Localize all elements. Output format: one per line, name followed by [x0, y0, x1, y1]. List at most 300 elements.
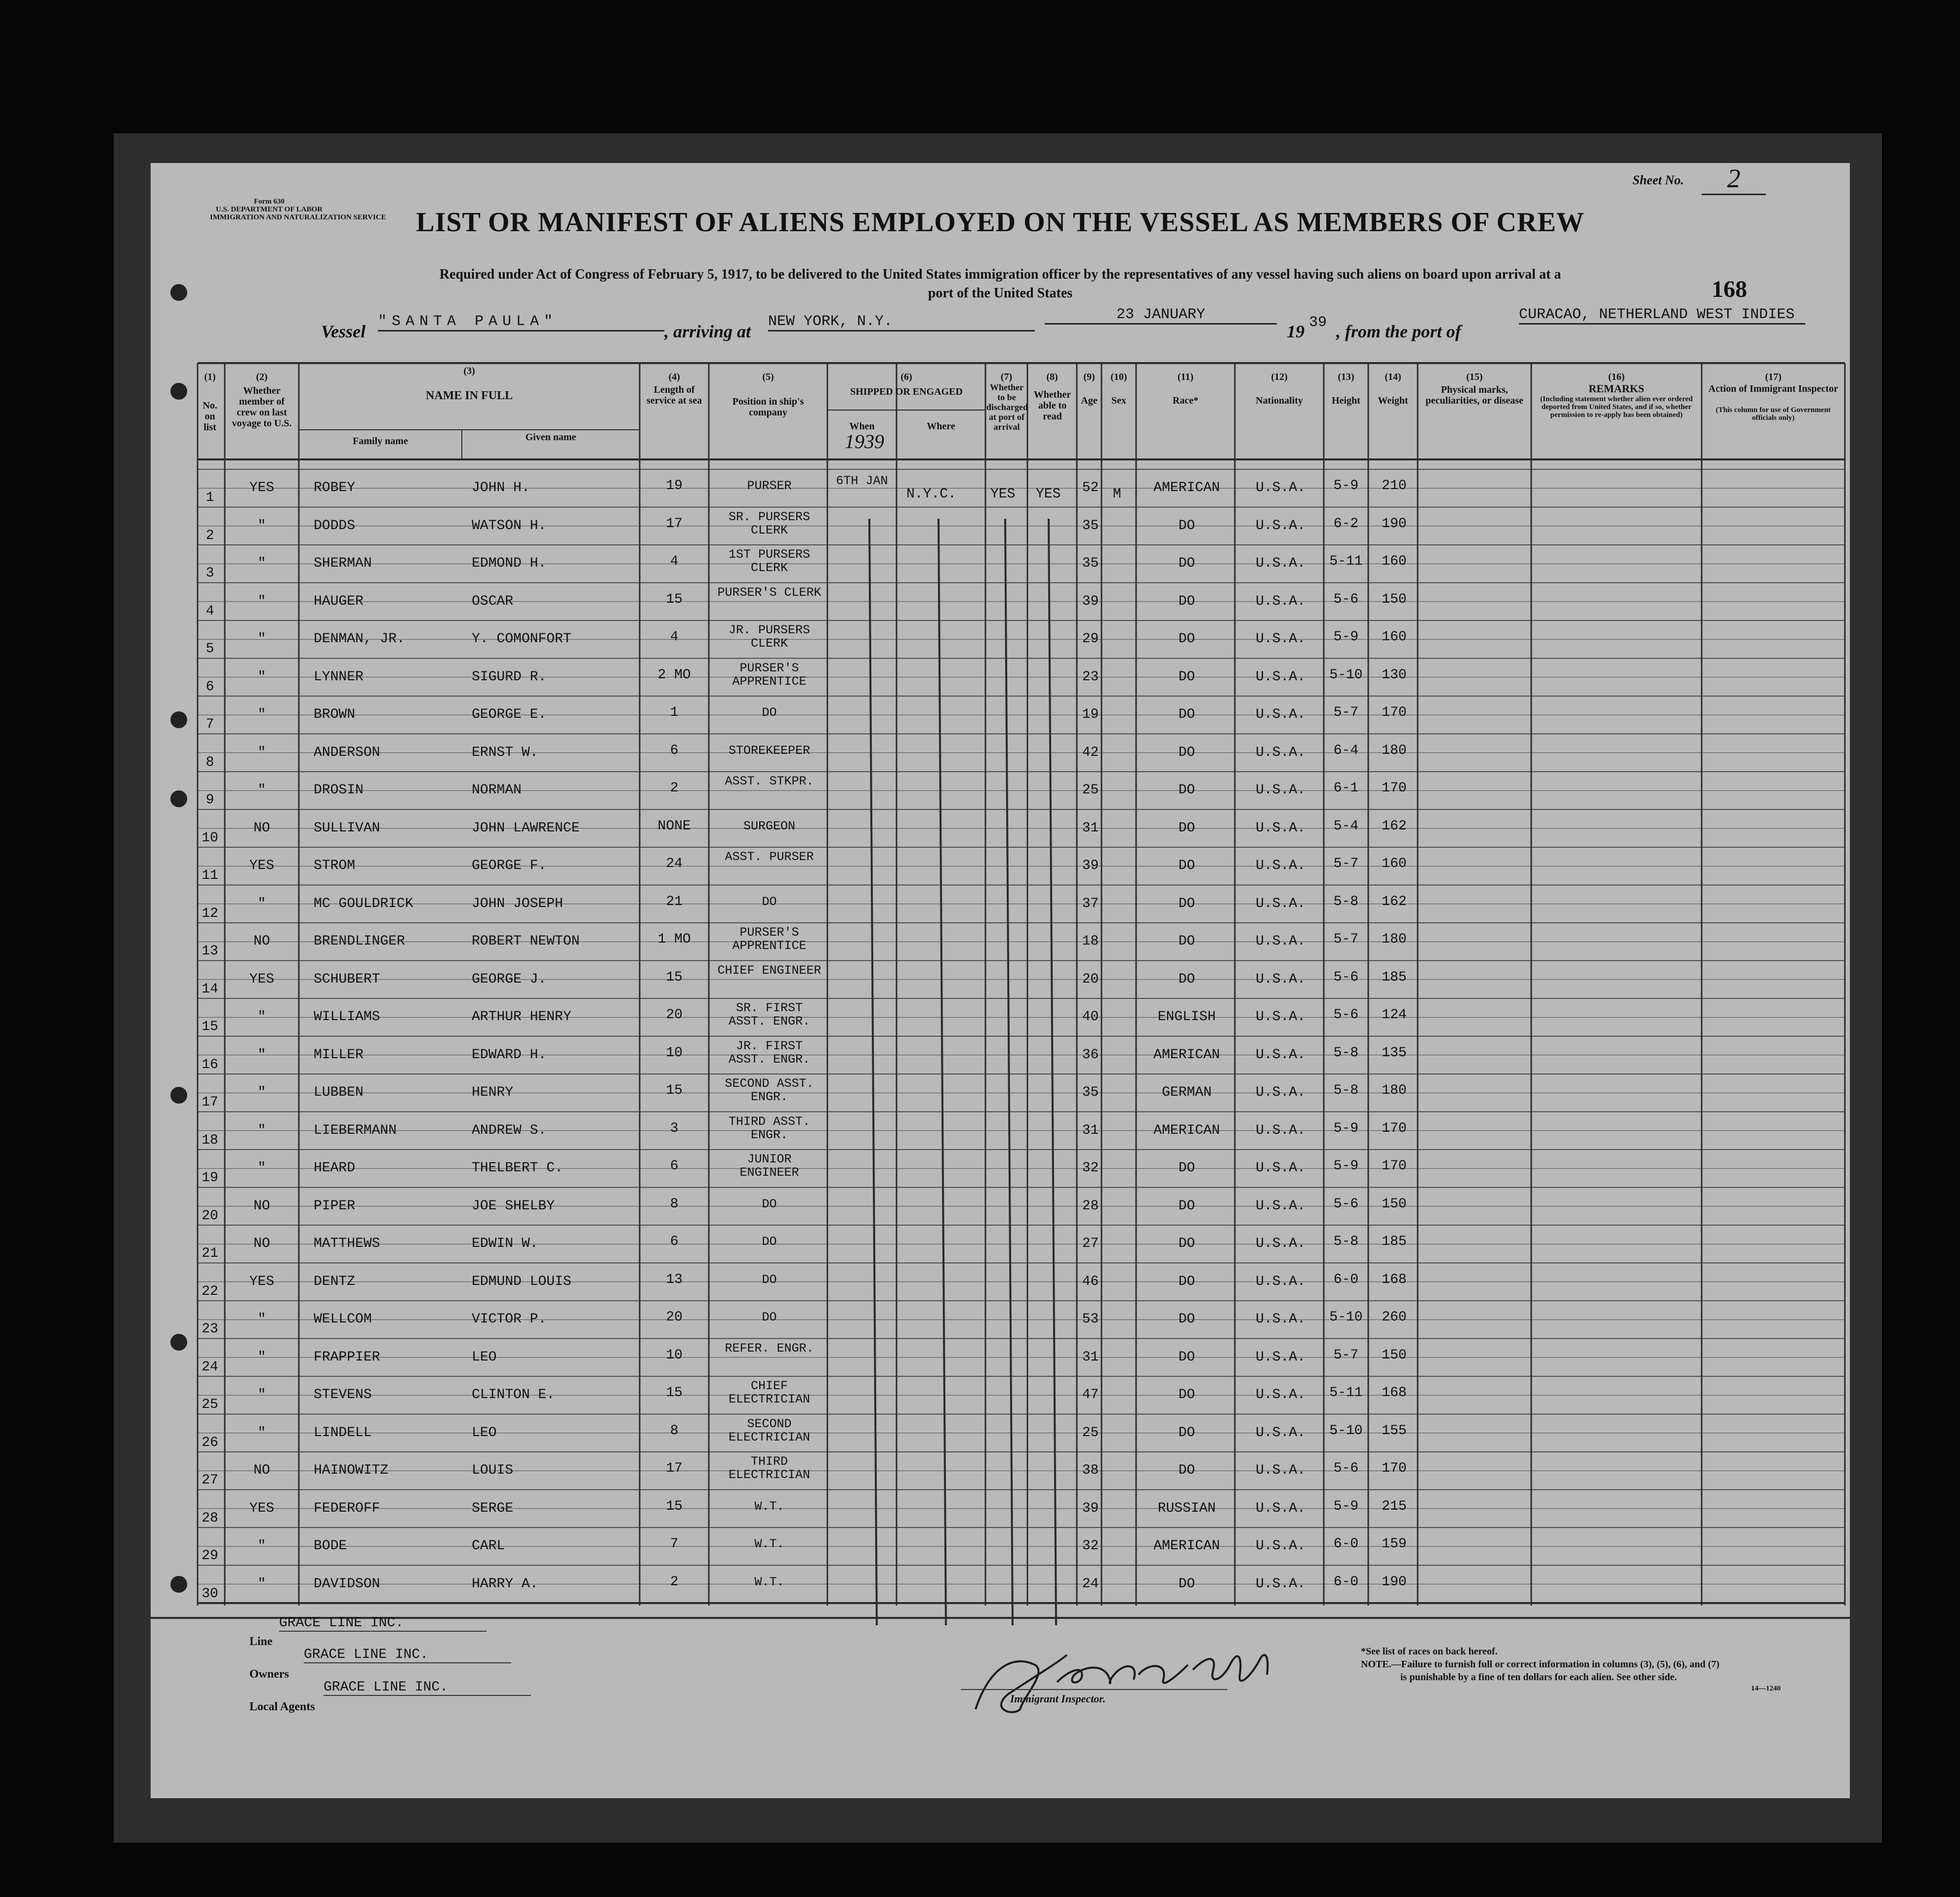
row-nationality: U.S.A.: [1256, 1576, 1306, 1592]
row-number: 15: [202, 1019, 218, 1034]
line-value: GRACE LINE INC.: [279, 1615, 487, 1632]
sheet-number: 2: [1702, 163, 1766, 195]
row-weight: 170: [1382, 781, 1407, 796]
row-given-name: EDWARD H.: [472, 1047, 547, 1063]
col-height-number: (13): [1338, 371, 1354, 382]
row-previous-voyage: NO: [253, 1198, 270, 1214]
row-previous-voyage: ": [257, 1576, 266, 1592]
row-number: 29: [202, 1548, 218, 1564]
row-service-length: 3: [670, 1120, 679, 1136]
row-number: 1: [205, 490, 214, 505]
row-nationality: U.S.A.: [1256, 1122, 1306, 1138]
row-height: 5-10: [1329, 1423, 1363, 1439]
row-family-name: DENMAN, JR.: [314, 631, 405, 647]
row-nationality: U.S.A.: [1256, 1500, 1306, 1516]
row-previous-voyage: ": [257, 1538, 266, 1554]
row-age: 47: [1082, 1387, 1099, 1402]
arrival-date: 23 JANUARY: [1045, 306, 1277, 325]
manifest-sheet: [151, 163, 1850, 1798]
row-position: ASST. STKPR.: [725, 774, 814, 788]
row-weight: 170: [1382, 1461, 1407, 1476]
row-previous-voyage: ": [257, 1160, 266, 1176]
row-age: 52: [1082, 480, 1099, 495]
row-previous-voyage: YES: [249, 480, 275, 495]
shipped-year: 1939: [845, 430, 884, 453]
ditto-stroke: [1049, 519, 1056, 1625]
row-number: 13: [202, 944, 218, 959]
col-remarks-note: (Including statement whether alien ever ordered deported from United States, and if so, whether permission to re-apply has been obtained): [1540, 395, 1693, 419]
row-position: DO: [762, 705, 777, 720]
row-race: DO: [1178, 1463, 1195, 1478]
row-nationality: U.S.A.: [1256, 971, 1306, 987]
row-given-name: HENRY: [472, 1085, 514, 1100]
from-port-label: , from the port of: [1336, 322, 1462, 341]
col-remarks-header: REMARKS: [1589, 382, 1644, 395]
row-family-name: BRENDLINGER: [314, 934, 405, 949]
row-race: GERMAN: [1162, 1085, 1212, 1100]
local-agents-value: GRACE LINE INC.: [324, 1680, 531, 1696]
row-nationality: U.S.A.: [1256, 1312, 1306, 1327]
row-service-length: 6: [670, 1158, 679, 1174]
row-given-name: WATSON H.: [472, 518, 547, 534]
line-label: Line: [249, 1635, 273, 1648]
row-service-length: 15: [666, 1083, 683, 1098]
row-given-name: GEORGE F.: [472, 858, 547, 873]
row-service-length: 17: [666, 1461, 683, 1476]
row-service-length: 2: [670, 1574, 679, 1590]
row-nationality: U.S.A.: [1256, 1085, 1306, 1100]
row-family-name: WILLIAMS: [314, 1009, 380, 1025]
row-race: DO: [1178, 1425, 1195, 1441]
subtitle-line-2: port of the United States: [928, 286, 1073, 301]
row-age: 19: [1082, 707, 1099, 722]
row-position: PURSER'S APPRENTICE: [732, 660, 807, 689]
col-shipped-number: (6): [900, 371, 912, 382]
row-age: 23: [1082, 669, 1099, 685]
row-age: 32: [1082, 1538, 1099, 1554]
col-family-name-header: Family name: [353, 436, 408, 447]
row-age: 31: [1082, 820, 1099, 836]
row-family-name: LUBBEN: [314, 1085, 364, 1100]
row-given-name: CARL: [472, 1538, 505, 1554]
row-age: 42: [1082, 744, 1099, 760]
row-position: STOREKEEPER: [728, 743, 811, 758]
col-sex-number: (10): [1110, 371, 1127, 382]
row-service-length: 1: [670, 705, 679, 720]
row-family-name: SHERMAN: [314, 556, 372, 571]
row-nationality: U.S.A.: [1256, 896, 1306, 911]
inspector-signature: [961, 1635, 1316, 1719]
row-nationality: U.S.A.: [1256, 1047, 1306, 1063]
row-number: 20: [202, 1208, 218, 1224]
row-position: PURSER'S APPRENTICE: [732, 925, 807, 953]
row-service-length: 8: [670, 1423, 679, 1439]
row-race: DO: [1178, 971, 1195, 987]
row-race: DO: [1178, 707, 1195, 722]
row-service-length: 2 MO: [657, 667, 691, 683]
row-service-length: 15: [666, 969, 683, 985]
row-race: DO: [1178, 820, 1195, 836]
row-previous-voyage: YES: [249, 1274, 275, 1289]
row-age: 24: [1082, 1576, 1099, 1592]
row-previous-voyage: ": [257, 744, 266, 760]
row-family-name: MILLER: [314, 1047, 364, 1063]
row-age: 27: [1082, 1236, 1099, 1251]
col-marks-header: Physical marks, peculiarities, or disease: [1426, 384, 1523, 406]
ditto-stroke: [1005, 519, 1013, 1625]
row-nationality: U.S.A.: [1256, 1198, 1306, 1214]
row-family-name: STEVENS: [314, 1387, 372, 1402]
row-position: W.T.: [754, 1574, 784, 1589]
row-race: DO: [1178, 593, 1195, 609]
col-discharged-number: (7): [1000, 371, 1013, 382]
local-agents-label: Local Agents: [249, 1700, 315, 1713]
row-service-length: 20: [666, 1310, 683, 1325]
row-weight: 135: [1382, 1045, 1407, 1061]
row-height: 6-2: [1333, 516, 1359, 532]
row-given-name: ROBERT NEWTON: [472, 934, 580, 949]
row-nationality: U.S.A.: [1256, 820, 1306, 836]
row-nationality: U.S.A.: [1256, 707, 1306, 722]
row-height: 5-7: [1333, 856, 1359, 871]
shipped-when-value: 6TH JAN: [836, 474, 888, 488]
row-race: DO: [1178, 1160, 1195, 1176]
row-previous-voyage: ": [257, 1047, 266, 1063]
departure-port: CURACAO, NETHERLAND WEST INDIES: [1519, 306, 1805, 325]
row-service-length: 6: [670, 1234, 679, 1249]
row-height: 6-0: [1333, 1536, 1359, 1552]
row-service-length: 1 MO: [657, 932, 691, 947]
row-age: 53: [1082, 1312, 1099, 1327]
col-sex-header: Sex: [1111, 395, 1126, 406]
row-given-name: LEO: [472, 1425, 497, 1441]
row-weight: 160: [1382, 629, 1407, 645]
row-age: 38: [1082, 1463, 1099, 1478]
row-weight: 170: [1382, 1120, 1407, 1136]
row-weight: 150: [1382, 591, 1407, 607]
col-given-name-header: Given name: [525, 432, 576, 443]
row-position: SECOND ELECTRICIAN: [728, 1416, 811, 1444]
row-service-length: 10: [666, 1347, 683, 1363]
footnote-races: *See list of races on back hereof.: [1361, 1646, 1498, 1657]
row-previous-voyage: ": [257, 1122, 266, 1138]
row-race: AMERICAN: [1153, 480, 1220, 495]
row-height: 5-4: [1333, 818, 1359, 834]
row-previous-voyage: ": [257, 556, 266, 571]
row-given-name: SIGURD R.: [472, 669, 547, 685]
row-position: W.T.: [754, 1537, 784, 1551]
row-number: 28: [202, 1510, 218, 1526]
row-age: 25: [1082, 783, 1099, 798]
row-height: 5-8: [1333, 1234, 1359, 1249]
row-service-length: 17: [666, 516, 683, 532]
row-previous-voyage: ": [257, 631, 266, 647]
row-weight: 160: [1382, 554, 1407, 569]
row-number: 4: [205, 603, 214, 619]
row-height: 5-6: [1333, 1007, 1359, 1023]
row-height: 5-7: [1333, 705, 1359, 720]
row-given-name: Y. COMONFORT: [472, 631, 572, 647]
row-nationality: U.S.A.: [1256, 518, 1306, 534]
row-given-name: THELBERT C.: [472, 1160, 563, 1176]
row-age: 29: [1082, 631, 1099, 647]
sheet-number-label: Sheet No.: [1633, 173, 1684, 187]
year-suffix: 39: [1309, 314, 1327, 331]
row-number: 10: [202, 830, 218, 846]
row-position: SR. FIRST ASST. ENGR.: [728, 1001, 811, 1029]
col-height-header: Height: [1332, 395, 1360, 406]
row-number: 6: [205, 679, 214, 695]
row-weight: 160: [1382, 856, 1407, 871]
row-weight: 210: [1382, 478, 1407, 494]
row-age: 37: [1082, 896, 1099, 911]
row-age: 46: [1082, 1274, 1099, 1289]
row-nationality: U.S.A.: [1256, 1538, 1306, 1554]
row-family-name: LINDELL: [314, 1425, 372, 1441]
row-weight: 150: [1382, 1347, 1407, 1363]
row-number: 7: [205, 717, 214, 732]
col-service-header: Length of service at sea: [646, 384, 702, 406]
row-height: 5-7: [1333, 932, 1359, 947]
row-number: 27: [202, 1473, 218, 1488]
department-name: U.S. DEPARTMENT OF LABOR: [215, 206, 323, 213]
row-nationality: U.S.A.: [1256, 1274, 1306, 1289]
row-previous-voyage: YES: [249, 1500, 275, 1516]
row-family-name: DODDS: [314, 518, 356, 534]
row-given-name: EDWIN W.: [472, 1236, 538, 1251]
owners-value: GRACE LINE INC.: [304, 1647, 511, 1663]
row-service-length: NONE: [657, 818, 691, 834]
row-given-name: JOHN JOSEPH: [472, 896, 563, 911]
row-nationality: U.S.A.: [1256, 1236, 1306, 1251]
row-position: DO: [762, 1310, 777, 1324]
row-height: 5-10: [1329, 1310, 1363, 1325]
row-age: 35: [1082, 556, 1099, 571]
row-weight: 162: [1382, 894, 1407, 909]
row-nationality: U.S.A.: [1256, 783, 1306, 798]
row-race: DO: [1178, 1274, 1195, 1289]
col-weight-header: Weight: [1378, 395, 1408, 406]
col-race-header: Race*: [1172, 395, 1199, 406]
row-race: DO: [1178, 1236, 1195, 1251]
owners-label: Owners: [249, 1668, 289, 1681]
row-race: DO: [1178, 669, 1195, 685]
row-number: 18: [202, 1132, 218, 1148]
row-previous-voyage: NO: [253, 934, 270, 949]
year-prefix: 19: [1287, 322, 1305, 341]
row-number: 21: [202, 1246, 218, 1261]
row-given-name: ERNST W.: [472, 744, 538, 760]
row-family-name: FRAPPIER: [314, 1349, 380, 1365]
row-weight: 162: [1382, 818, 1407, 834]
col-service-number: (4): [668, 371, 680, 382]
row-number: 24: [202, 1359, 218, 1375]
row-height: 5-11: [1329, 554, 1363, 569]
row-number: 2: [205, 528, 214, 543]
row-family-name: BODE: [314, 1538, 347, 1554]
row-previous-voyage: YES: [249, 971, 275, 987]
footnote-penalty-1: NOTE.—Failure to furnish full or correct information in columns (3), (5), (6), and (7): [1361, 1659, 1720, 1670]
ditto-stroke: [939, 519, 946, 1625]
row-weight: 168: [1382, 1385, 1407, 1401]
vessel-label: Vessel: [321, 322, 366, 341]
row-number: 30: [202, 1586, 218, 1602]
row-number: 22: [202, 1283, 218, 1299]
row-position: DO: [762, 1196, 777, 1211]
row-previous-voyage: ": [257, 593, 266, 609]
col-name-header: NAME IN FULL: [425, 389, 513, 402]
row-number: 5: [205, 641, 214, 657]
row-age: 39: [1082, 1500, 1099, 1516]
row-family-name: DAVIDSON: [314, 1576, 380, 1592]
row-number: 23: [202, 1321, 218, 1337]
row-given-name: JOHN LAWRENCE: [472, 820, 580, 836]
row-race: AMERICAN: [1153, 1538, 1220, 1554]
row-race: DO: [1178, 518, 1195, 534]
row-family-name: LYNNER: [314, 669, 364, 685]
row-given-name: GEORGE J.: [472, 971, 547, 987]
row-service-length: 10: [666, 1045, 683, 1061]
service-name: IMMIGRATION AND NATURALIZATION SERVICE: [210, 213, 386, 221]
form-code: 14—1240: [1751, 1685, 1781, 1692]
row-position: PURSER'S CLERK: [717, 585, 821, 600]
row-previous-voyage: ": [257, 1387, 266, 1402]
row-nationality: U.S.A.: [1256, 556, 1306, 571]
row-nationality: U.S.A.: [1256, 631, 1306, 647]
row-height: 5-6: [1333, 591, 1359, 607]
col-age-header: Age: [1081, 395, 1098, 406]
row-nationality: U.S.A.: [1256, 593, 1306, 609]
col-shipped-where-header: Where: [927, 421, 955, 432]
row-height: 5-8: [1333, 1045, 1359, 1061]
able-to-read-value: YES: [1036, 487, 1061, 502]
col-age-number: (9): [1083, 371, 1095, 382]
row-previous-voyage: ": [257, 783, 266, 798]
row-family-name: HAINOWITZ: [314, 1463, 389, 1478]
row-height: 6-4: [1333, 742, 1359, 758]
col-nationality-number: (12): [1271, 371, 1288, 382]
row-nationality: U.S.A.: [1256, 744, 1306, 760]
row-position: SURGEON: [743, 819, 796, 833]
stamp-number: 168: [1712, 276, 1747, 302]
row-position: CHIEF ELECTRICIAN: [728, 1379, 811, 1406]
arriving-label: , arriving at: [664, 322, 751, 341]
row-position: ASST. PURSER: [725, 850, 814, 864]
row-weight: 180: [1382, 1083, 1407, 1098]
row-weight: 185: [1382, 1234, 1407, 1249]
col-prev-voyage-number: (2): [256, 371, 268, 382]
row-position: JUNIOR ENGINEER: [739, 1152, 799, 1180]
row-given-name: ANDREW S.: [472, 1122, 547, 1138]
row-weight: 130: [1382, 667, 1407, 683]
row-age: 39: [1082, 858, 1099, 873]
row-nationality: U.S.A.: [1256, 669, 1306, 685]
row-number: 25: [202, 1397, 218, 1412]
row-previous-voyage: NO: [253, 820, 270, 836]
row-service-length: 15: [666, 1498, 683, 1514]
col-discharged-header: Whether to be discharged at port of arrival: [986, 382, 1028, 432]
row-nationality: U.S.A.: [1256, 480, 1306, 495]
row-family-name: WELLCOM: [314, 1312, 372, 1327]
col-action-header: Action of Immigrant Inspector: [1708, 383, 1838, 394]
row-weight: 170: [1382, 705, 1407, 720]
row-given-name: LEO: [472, 1349, 497, 1365]
row-previous-voyage: NO: [253, 1236, 270, 1251]
row-age: 36: [1082, 1047, 1099, 1063]
col-no-header: No. on list: [203, 400, 217, 433]
row-position: DO: [762, 894, 777, 909]
form-number: Form 630: [253, 198, 285, 206]
row-family-name: SCHUBERT: [314, 971, 380, 987]
row-service-length: 15: [666, 1385, 683, 1401]
row-race: DO: [1178, 858, 1195, 873]
row-nationality: U.S.A.: [1256, 1425, 1306, 1441]
row-given-name: CLINTON E.: [472, 1387, 555, 1402]
row-family-name: HAUGER: [314, 593, 364, 609]
subtitle-line-1: Required under Act of Congress of February 5, 1917, to be delivered to the United States immigration officer by the representatives of any vessel having such aliens on board upon arrival at a: [439, 267, 1561, 282]
row-family-name: DENTZ: [314, 1274, 356, 1289]
row-service-length: 21: [666, 894, 683, 909]
sex-value: M: [1113, 487, 1121, 502]
row-given-name: EDMOND H.: [472, 556, 547, 571]
row-weight: 190: [1382, 516, 1407, 532]
row-age: 40: [1082, 1009, 1099, 1025]
row-service-length: 7: [670, 1536, 679, 1552]
row-service-length: 4: [670, 629, 679, 645]
row-position: CHIEF ENGINEER: [717, 963, 821, 978]
row-height: 5-9: [1333, 1158, 1359, 1174]
row-weight: 155: [1382, 1423, 1407, 1439]
row-given-name: VICTOR P.: [472, 1312, 547, 1327]
col-name-number: (3): [463, 366, 475, 376]
row-position: PURSER: [747, 479, 792, 493]
row-race: DO: [1178, 556, 1195, 571]
row-race: DO: [1178, 783, 1195, 798]
row-nationality: U.S.A.: [1256, 1160, 1306, 1176]
col-shipped-when-header: When: [849, 421, 875, 432]
row-height: 5-11: [1329, 1385, 1363, 1401]
row-service-length: 6: [670, 742, 679, 758]
row-height: 5-10: [1329, 667, 1363, 683]
col-marks-number: (15): [1466, 371, 1483, 382]
row-given-name: EDMUND LOUIS: [472, 1274, 572, 1289]
row-position: JR. PURSERS CLERK: [728, 623, 811, 651]
row-service-length: 2: [670, 781, 679, 796]
shipped-where-value: N.Y.C.: [906, 487, 956, 502]
row-race: AMERICAN: [1153, 1122, 1220, 1138]
row-family-name: ANDERSON: [314, 744, 380, 760]
row-race: DO: [1178, 631, 1195, 647]
row-weight: 180: [1382, 932, 1407, 947]
arrival-port: NEW YORK, N.Y.: [768, 313, 1035, 331]
row-family-name: ROBEY: [314, 480, 356, 495]
row-service-length: 20: [666, 1007, 683, 1023]
row-position: W.T.: [754, 1499, 784, 1514]
row-given-name: HARRY A.: [472, 1576, 538, 1592]
row-number: 3: [205, 566, 214, 581]
row-service-length: 13: [666, 1272, 683, 1287]
row-race: DO: [1178, 934, 1195, 949]
row-height: 6-0: [1333, 1272, 1359, 1287]
row-race: DO: [1178, 1576, 1195, 1592]
row-number: 9: [205, 792, 214, 808]
row-given-name: NORMAN: [472, 783, 522, 798]
col-no-number: (1): [204, 371, 216, 382]
row-previous-voyage: ": [257, 1349, 266, 1365]
row-race: DO: [1178, 744, 1195, 760]
row-previous-voyage: ": [257, 896, 266, 911]
row-nationality: U.S.A.: [1256, 1387, 1306, 1402]
